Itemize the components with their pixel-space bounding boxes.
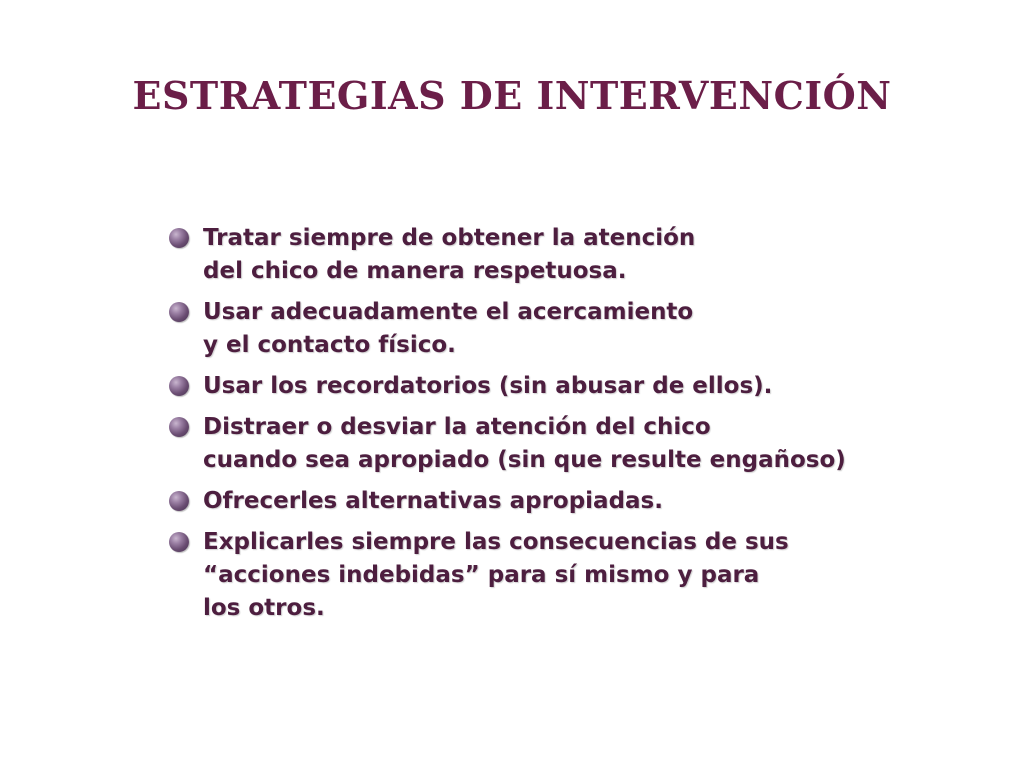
bullet-sphere-icon — [169, 532, 189, 552]
bullet-sphere-icon — [169, 376, 189, 396]
bullet-sphere-icon — [169, 228, 189, 248]
bullet-item — [168, 526, 988, 625]
bullet-item — [168, 370, 988, 403]
bullet-text: Distraer o desviar la atención del chico cuando sea apropiado (sin que resulte engañoso) — [203, 414, 846, 473]
bullet-item — [168, 296, 988, 362]
bullet-sphere-icon — [169, 417, 189, 437]
bullet-text: Tratar siempre de obtener la atención del chico de manera respetuosa. — [203, 225, 696, 284]
bullet-item — [168, 411, 988, 477]
bullet-text: Usar los recordatorios (sin abusar de ellos). — [203, 373, 773, 399]
bullet-sphere-icon — [169, 302, 189, 322]
slide-title: ESTRATEGIAS DE INTERVENCIÓN — [132, 73, 892, 118]
bullet-sphere-icon — [169, 491, 189, 511]
bullet-text: Ofrecerles alternativas apropiadas. — [203, 488, 663, 514]
bullet-text: Usar adecuadamente el acercamiento y el contacto físico. — [203, 299, 694, 358]
bullet-item — [168, 485, 988, 518]
bullet-list — [168, 222, 988, 633]
bullet-item — [168, 222, 988, 288]
bullet-text: Explicarles siempre las consecuencias de sus “acciones indebidas” para sí mismo y para los otros. — [203, 529, 789, 621]
